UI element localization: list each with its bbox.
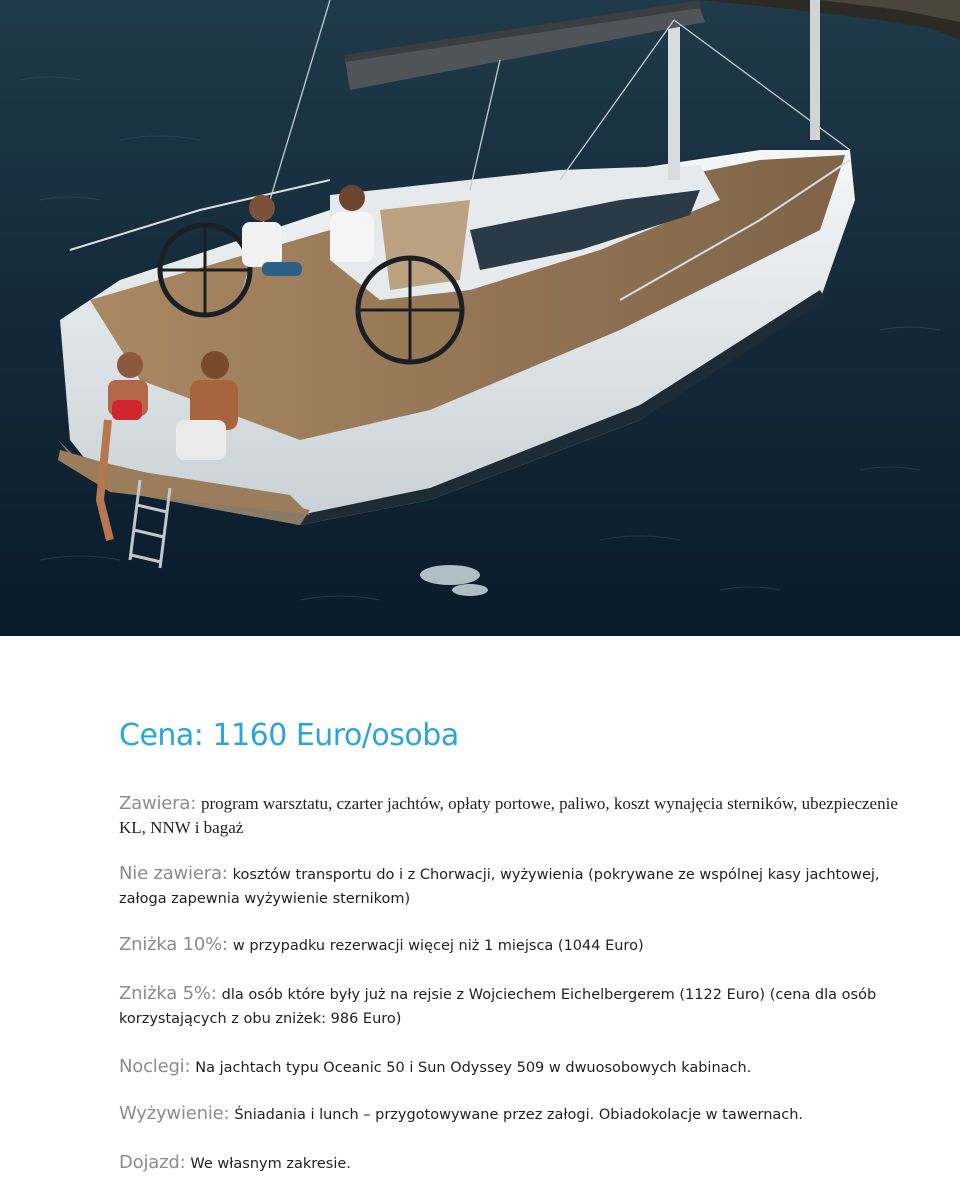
label-dojazd: Dojazd: — [119, 1152, 186, 1173]
offer-details — [119, 714, 919, 1198]
section-noclegi — [119, 1055, 919, 1080]
price-heading: Cena: 1160 Euro/osoba — [119, 718, 459, 753]
label-nie-zawiera: Nie zawiera: — [119, 863, 228, 884]
label-wyzywienie: Wyżywienie: — [119, 1103, 230, 1124]
text-noclegi: Na jachtach typu Oceanic 50 i Sun Odyssey 509 w dwuosobowych kabinach. — [195, 1060, 752, 1076]
text-nie-zawiera: kosztów transportu do i z Chorwacji, wyżywienia (pokrywane ze wspólnej kasy jachtowej, załoga zapewnia wyżywienie sternikom) — [119, 867, 880, 907]
text-znizka-5: dla osób które były już na rejsie z Wojciechem Eichelbergerem (1122 Euro) (cena dla osób korzystających z obu zniżek: 986 Euro) — [119, 987, 877, 1027]
section-nie-zawiera — [119, 862, 919, 911]
label-noclegi: Noclegi: — [119, 1056, 191, 1077]
label-zawiera: Zawiera: — [119, 793, 197, 814]
section-zawiera — [119, 792, 919, 840]
label-znizka-10: Zniżka 10%: — [119, 934, 228, 955]
label-znizka-5: Zniżka 5%: — [119, 983, 217, 1004]
text-dojazd: We własnym zakresie. — [190, 1156, 351, 1172]
text-zawiera: program warsztatu, czarter jachtów, opłaty portowe, paliwo, koszt wynajęcia sterników, ubezpieczenie KL, NNW i bagaż — [119, 794, 898, 837]
section-znizka-10 — [119, 933, 919, 958]
section-znizka-5 — [119, 982, 919, 1031]
text-znizka-10: w przypadku rezerwacji więcej niż 1 miejsca (1044 Euro) — [232, 938, 644, 954]
text-wyzywienie: Śniadania i lunch – przygotowywane przez załogi. Obiadokolacje w tawernach. — [234, 1107, 804, 1123]
section-wyzywienie — [119, 1102, 919, 1127]
section-dojazd — [119, 1151, 919, 1176]
